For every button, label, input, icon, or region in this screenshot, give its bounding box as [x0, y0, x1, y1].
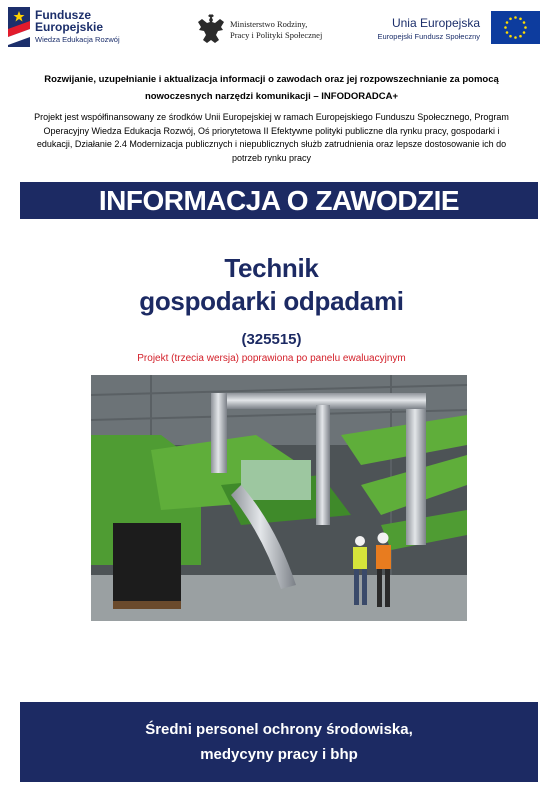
eu-flag-icon	[491, 11, 540, 44]
fundusze-line3: Wiedza Edukacja Rozwój	[35, 35, 120, 44]
project-description: Projekt jest współfinansowany ze środków Unii Europejskiej w ramach Europejskiego Funduszu Społecznego, Program Operacyjny Wiedza Edukacja Rozwój, Oś priorytetowa II Efektywne polityki publiczne dla rynku pracy, gospodarki i edukacji, Działanie 2.4 Modernizacja publicznych i niepublicznych służb zatrudnienia oraz lepsze dostosowanie ich do potrzeb rynku pracy	[34, 112, 509, 163]
eu-line1: Unia Europejska	[391, 16, 480, 30]
occupation-code: (325515)	[241, 331, 302, 348]
ministry-line1: Ministerstwo Rodziny,	[230, 19, 308, 29]
polish-eagle-emblem-icon	[196, 14, 226, 46]
banner-title: INFORMACJA O ZAWODZIE	[98, 185, 460, 216]
fundusze-europejskie-logo-icon	[8, 7, 30, 47]
occupation-group-footer	[20, 702, 538, 782]
occupation-title-line1: Technik	[224, 253, 319, 283]
waste-sorting-plant-photo	[91, 375, 467, 621]
eu-logo-text	[377, 16, 480, 41]
fundusze-europejskie-text	[35, 9, 120, 44]
project-title: Rozwijanie, uzupełnianie i aktualizacja informacji o zawodach oraz jej rozpowszechnianie za pomocą nowoczesnych narzędzi komunikacji – INFODORADCA+	[44, 74, 499, 102]
section-banner	[20, 182, 538, 219]
occupation-title-line2: gospodarki odpadami	[139, 286, 404, 316]
fundusze-line2: Europejskie	[35, 20, 104, 34]
ministry-line2: Pracy i Polityki Społecznej	[230, 30, 323, 40]
logo-bar	[0, 0, 543, 56]
occupation-title	[0, 252, 543, 318]
fundusze-line1: Fundusze	[35, 8, 91, 22]
footer-line2: medycyny pracy i bhp	[200, 746, 358, 763]
footer-line1: Średni personel ochrony środowiska,	[145, 721, 413, 738]
version-note: Projekt (trzecia wersja) poprawiona po panelu ewaluacyjnym	[137, 353, 406, 364]
ministry-logo-text	[230, 19, 322, 41]
eu-line2: Europejski Fundusz Społeczny	[377, 32, 480, 41]
